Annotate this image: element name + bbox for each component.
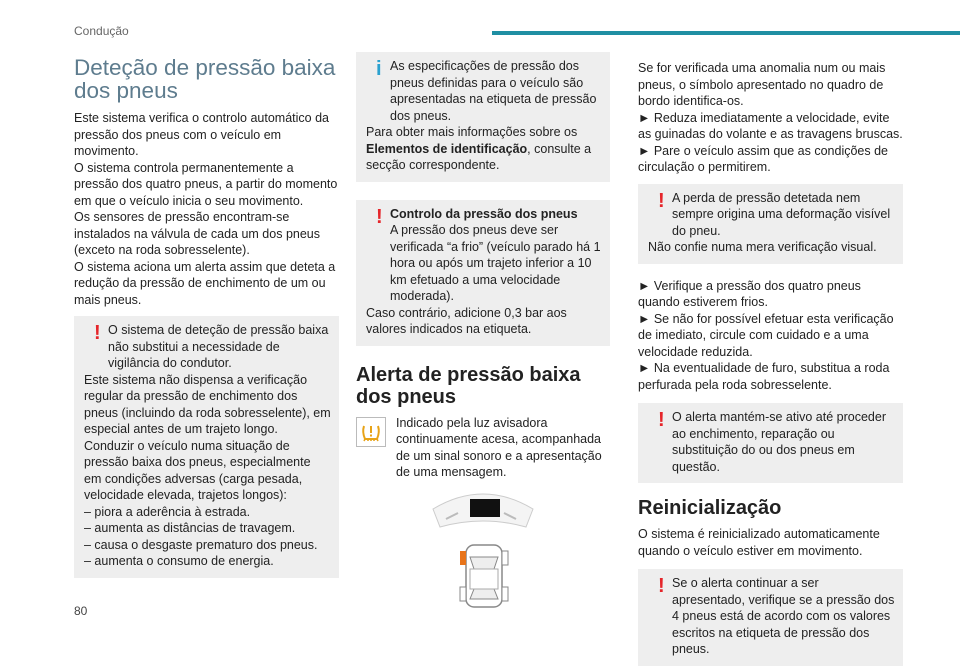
tire-pressure-warning-icon	[356, 417, 386, 447]
car-top-view-diagram	[428, 487, 538, 612]
alert-text: Indicado pela luz avisadora continuamente acesa, acompanhada de um sinal sonoro e a apresentação de uma mensagem.	[396, 415, 602, 479]
column-3	[638, 60, 903, 666]
warning-line: Conduzir o veículo numa situação de pressão baixa dos pneus, especialmente em condições adversas (carga pesada, velocidade elevada, trajetos longos):	[84, 438, 311, 502]
alert-description	[356, 415, 610, 481]
instruction-step: ► Verifique a pressão dos quatro pneus quando estiverem frios.	[638, 278, 861, 309]
header-accent-bar	[492, 31, 960, 35]
warning-title: Controlo da pressão dos pneus	[390, 206, 578, 221]
warning-list-item: – piora a aderência à estrada.	[84, 504, 251, 519]
info-icon: i	[376, 58, 382, 80]
instruction-step: ► Na eventualidade de furo, substitua a roda perfurada pela roda sobresselente.	[638, 361, 890, 392]
intro-paragraph-2: O sistema controla permanentemente a pressão dos quatro pneus, a partir do momento em que o veículo inicia o seu movimento.	[74, 160, 338, 208]
warning-icon: !	[94, 322, 101, 344]
info-text: Para obter mais informações sobre os	[366, 125, 578, 139]
warning-list-item: – causa o desgaste prematuro dos pneus.	[84, 537, 318, 552]
warning-line: Caso contrário, adicione 0,3 bar aos valores indicados na etiqueta.	[366, 305, 567, 336]
warning-box-visual-check	[638, 184, 903, 264]
warning-icon: !	[658, 189, 665, 212]
page-title: Deteção de pressão baixa dos pneus	[74, 55, 336, 103]
intro-paragraph-1: Este sistema verifica o controlo automático da pressão dos pneus com o veículo em movimento.	[74, 111, 329, 158]
intro-paragraph-4: O sistema aciona um alerta assim que deteta a redução da pressão de enchimento de um ou mais pneus.	[74, 259, 336, 307]
identification-elements-reference: Elementos de identificação	[366, 141, 528, 156]
warning-icon: !	[658, 409, 665, 431]
warning-line: A perda de pressão detetada nem sempre origina uma deformação visível do pneu.	[672, 190, 891, 238]
warning-icon: !	[376, 205, 383, 228]
column-1	[74, 52, 339, 578]
instruction-step: ► Se não for possível efetuar esta verificação de imediato, circule com cuidado e a uma velocidade reduzida.	[638, 311, 894, 359]
warning-box-pressure-check	[356, 200, 610, 346]
warning-line: Não confie numa mera verificação visual.	[648, 240, 877, 254]
warning-box-alert-active	[638, 403, 903, 483]
page-number: 80	[74, 604, 88, 618]
warning-box-vigilance	[74, 316, 339, 578]
instruction-step: ► Pare o veículo assim que as condições de circulação o permitirem.	[638, 143, 889, 174]
info-text: , consulte a secção correspondente.	[366, 141, 592, 172]
intro-paragraph-3: Os sensores de pressão encontram-se instalados na válvula de cada um dos pneus (exceto na roda sobresselente).	[74, 210, 320, 257]
warning-list-item: – aumenta as distâncias de travagem.	[84, 521, 296, 535]
info-line-references	[366, 124, 602, 174]
warning-line: Se o alerta continuar a ser apresentado, verifique se a pressão dos 4 pneus está de acordo com os valores escritos na etiqueta de pressão dos pneus.	[672, 576, 895, 656]
warning-line: O alerta mantém-se ativo até proceder ao enchimento, reparação ou substituição do ou dos pneus em questão.	[672, 410, 886, 474]
anomaly-paragraph: Se for verificada uma anomalia num ou mais pneus, o símbolo apresentado no quadro de bordo identifica-os.	[638, 61, 886, 108]
warning-icon: !	[658, 575, 665, 597]
section-title-alert: Alerta de pressão baixa dos pneus	[356, 363, 581, 408]
page-header-label: Condução	[74, 24, 129, 38]
instruction-list	[638, 278, 903, 394]
warning-list-item: – aumenta o consumo de energia.	[84, 554, 274, 568]
info-line: As especificações de pressão dos pneus definidas para o veículo são apresentadas na etiqueta de pressão dos pneus.	[390, 59, 597, 123]
warning-line: O sistema de deteção de pressão baixa não substitui a necessidade de vigilância do condutor.	[108, 323, 329, 370]
section-title-reset: Reinicialização	[638, 497, 782, 519]
warning-line: A pressão dos pneus deve ser verificada “a frio” (veículo parado há 1 hora ou após um trajeto inferior a 10 km efetuado a uma velocidade moderada).	[390, 223, 601, 303]
info-box-specifications	[356, 52, 610, 182]
warning-box-persisting-alert	[638, 569, 903, 666]
reset-text: O sistema é reinicializado automaticamente quando o veículo estiver em movimento.	[638, 527, 880, 558]
warning-line: Este sistema não dispensa a verificação regular da pressão de enchimento dos pneus (incluindo da roda sobresselente), em especial antes de um trajeto longo.	[84, 372, 331, 436]
instruction-step: ► Reduza imediatamente a velocidade, evite as guinadas do volante e as travagens bruscas.	[638, 110, 903, 141]
column-2	[356, 52, 610, 612]
